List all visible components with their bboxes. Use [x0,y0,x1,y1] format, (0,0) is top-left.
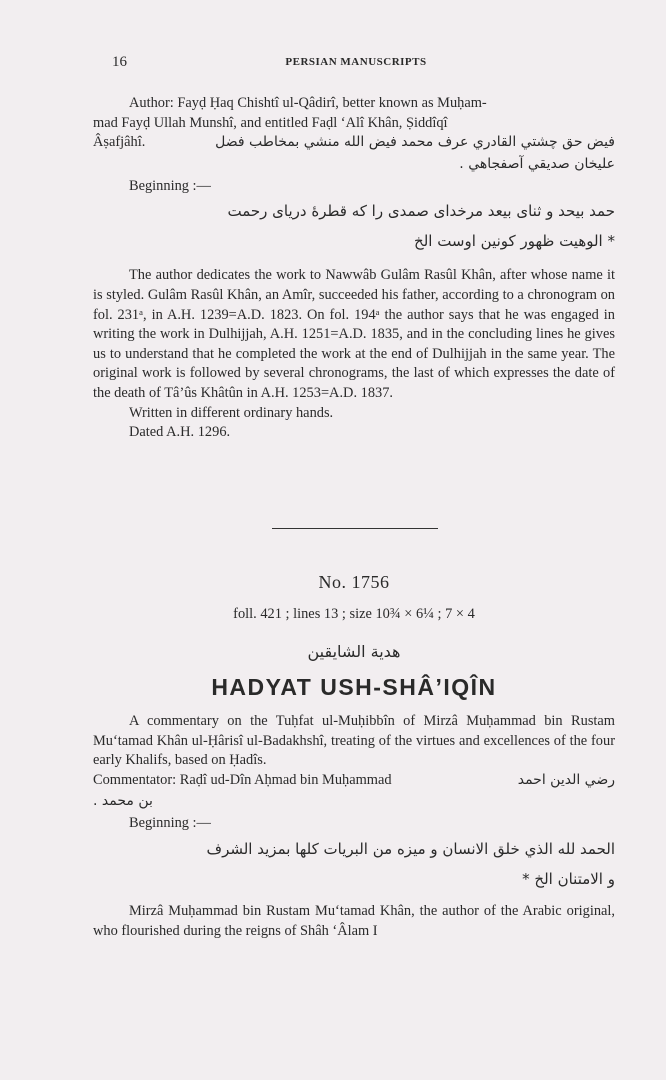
page-number: 16 [112,54,127,70]
entry-body [93,712,615,941]
author-line-4-arabic: عليخان صديقي آصفجاهي . [459,155,615,172]
author-line-3-latin: Âṣafjâhî. [93,134,146,151]
running-title: PERSIAN MANUSCRIPTS [285,56,427,68]
entry-specs: foll. 421 ; lines 13 ; size 10¾ × 6¼ ; 7 × 4 [233,606,475,622]
entry-beginning-line-2-arabic: و الامتنان الخ * [522,869,615,888]
written-line: Written in different ordinary hands. [129,404,334,421]
beginning-label: Beginning :— [129,177,211,194]
entry-beginning-line-1-arabic: الحمد لله الذي خلق الانسان و ميزه من البريات كلها بمزيد الشرف [206,839,615,858]
entry-title: HADYAT USH-SHÂ’IQÎN [211,674,497,700]
entry-number: No. 1756 [318,572,390,592]
author-line-1: Author: Fayḍ Ḥaq Chishtî ul-Qâdirî, better known as Muḥam- [129,95,487,111]
author-line-2: mad Fayḍ Ullah Munshî, and entitled Faḍl ‘Alî Khân, Ṣiddîqî [93,114,448,131]
beginning-line-1-arabic: حمد بيحد و ثنای بيعد مرخدای صمدی را كه قطرهٔ دريای رحمت [227,202,615,221]
commentator-arabic-1: رضي الدين احمد [517,771,615,788]
dedication-paragraph: The author dedicates the work to Nawwâb Gulâm Rasûl Khân, after whose name it is styled. Gulâm Rasûl Khân, an Amîr, succeeded his father, according to a chronogram on fol. 231ᵃ, in A.H. 1239=A.D. 1823. On fol. 194ᵃ the author says that he was engaged in writing the work in Dulhijjah, A.H. 1251=A.D. 1835, and in the concluding lines he gives us to understand that he completed the work at the end of Dulhijjah in the same year. The original work is followed by several chronograms, the last of which expresses the date of the death of Tâ’ûs Khâtûn in A.H. 1253=A.D. 1837. [93,267,615,401]
section-divider [272,528,438,529]
author-line-3 [93,133,615,153]
commentator-arabic-2: بن محمد . [93,793,153,810]
previous-entry [93,94,615,443]
commentator-line [93,771,615,791]
entry-arabic-title: هدية الشايقين [307,642,401,661]
page-header [96,54,616,74]
entry-beginning-label: Beginning :— [129,815,211,832]
entry-arabic-title-wrap [93,642,615,661]
commentator-latin: Commentator: Raḍî ud-Dîn Aḥmad bin Muḥammad [93,771,392,788]
author-line-3-arabic: فيض حق چشتي القادري عرف محمد فيض الله منشي بمخاطب فضل [215,134,615,151]
author-paragraph: Mirzâ Muḥammad bin Rustam Mu‘tamad Khân, the author of the Arabic original, who flourished during the reigns of Shâh ‘Âlam I [93,902,615,939]
dated-line: Dated A.H. 1296. [129,424,231,441]
commentary-paragraph: A commentary on the Tuḥfat ul-Muḥibbîn of Mirzâ Muḥammad bin Rustam Mu‘tamad Khân ul-Ḥârisî ul-Badakhshî, treating of the virtues and excellences of the four early Khalifs, based on Ḥadîs. [93,713,615,769]
beginning-line-2-arabic: * الوهيت ظهور كونين اوست الخ [414,232,615,251]
